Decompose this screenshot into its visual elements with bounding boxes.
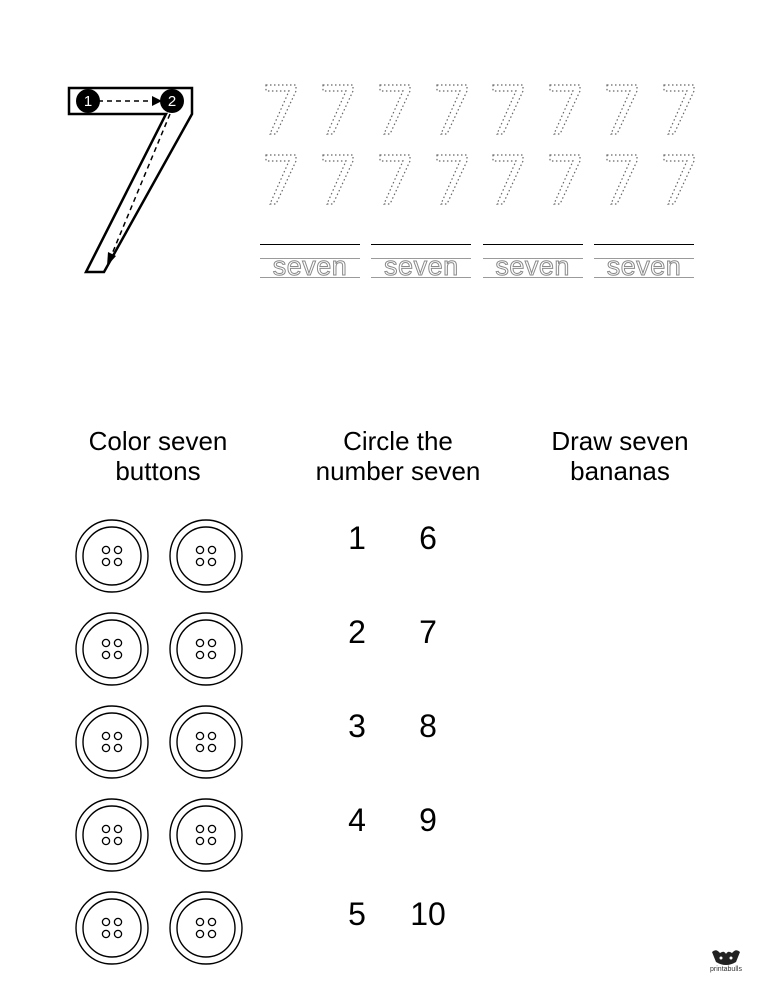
circle-number-option[interactable]: 3 [348,708,366,744]
heading-line: Circle the [343,426,453,456]
button-icon[interactable] [74,704,150,780]
dotted-seven-trace [593,152,645,208]
button-icon[interactable] [168,890,244,966]
trace-row-2 [252,152,702,212]
word-trace-cell [260,228,360,280]
step-1-marker [76,89,100,113]
printabulls-logo-icon [706,948,746,978]
dotted-seven-trace [309,152,361,208]
dotted-seven-trace [366,152,418,208]
button-icon[interactable] [74,518,150,594]
writing-line [594,244,694,245]
circle-number-option[interactable]: 7 [419,614,437,650]
dotted-seven-trace [366,82,418,138]
trace-row-1 [252,82,702,142]
trace-word: seven [384,251,459,281]
circle-number-option[interactable]: 4 [348,802,366,838]
writing-line [371,244,471,245]
svg-text:1: 1 [83,93,93,110]
button-icon[interactable] [74,611,150,687]
dotted-seven-trace [536,82,588,138]
dotted-seven-trace [479,152,531,208]
circle-number-option[interactable]: 9 [419,802,437,838]
circle-number-option[interactable]: 6 [419,520,437,556]
heading-line: number seven [315,456,481,486]
draw-bananas-heading [520,426,720,486]
button-icon[interactable] [168,518,244,594]
dotted-seven-trace [423,82,475,138]
dotted-seven-trace [423,152,475,208]
button-icon[interactable] [168,611,244,687]
dotted-seven-trace [650,152,702,208]
circle-number-option[interactable]: 10 [410,896,446,932]
circle-number-option[interactable]: 2 [348,614,366,650]
writing-line [260,244,360,245]
word-trace-cell [594,228,694,280]
trace-word: seven [606,251,682,281]
dotted-seven-trace [479,82,531,138]
button-icon[interactable] [74,890,150,966]
trace-word: seven [272,251,348,281]
circle-number-option[interactable]: 1 [348,520,366,556]
trace-word: seven [495,251,570,281]
color-buttons-heading [60,426,256,486]
dotted-seven-trace [593,82,645,138]
dotted-seven-trace [536,152,588,208]
big-seven-tracing-guide [66,84,196,276]
footer-logo-text: printabulls [710,966,742,973]
dotted-seven-trace [252,152,304,208]
circle-number-option[interactable]: 8 [419,708,437,744]
dotted-seven-trace [650,82,702,138]
button-icon[interactable] [168,704,244,780]
heading-line: buttons [115,456,201,486]
svg-text:2: 2 [167,93,177,110]
dotted-seven-trace [309,82,361,138]
circle-number-heading [290,426,506,486]
word-trace-cell [371,228,471,280]
button-icon[interactable] [168,797,244,873]
step-2-marker [160,89,184,113]
draw-area[interactable] [520,500,720,940]
heading-line: Color seven [88,426,228,456]
circle-number-option[interactable]: 5 [348,896,366,932]
dotted-seven-trace [252,82,304,138]
word-trace-row [260,228,694,280]
button-icon[interactable] [74,797,150,873]
heading-line: Draw seven [551,426,689,456]
heading-line: bananas [570,456,670,486]
writing-line [483,244,583,245]
word-trace-cell [483,228,583,280]
